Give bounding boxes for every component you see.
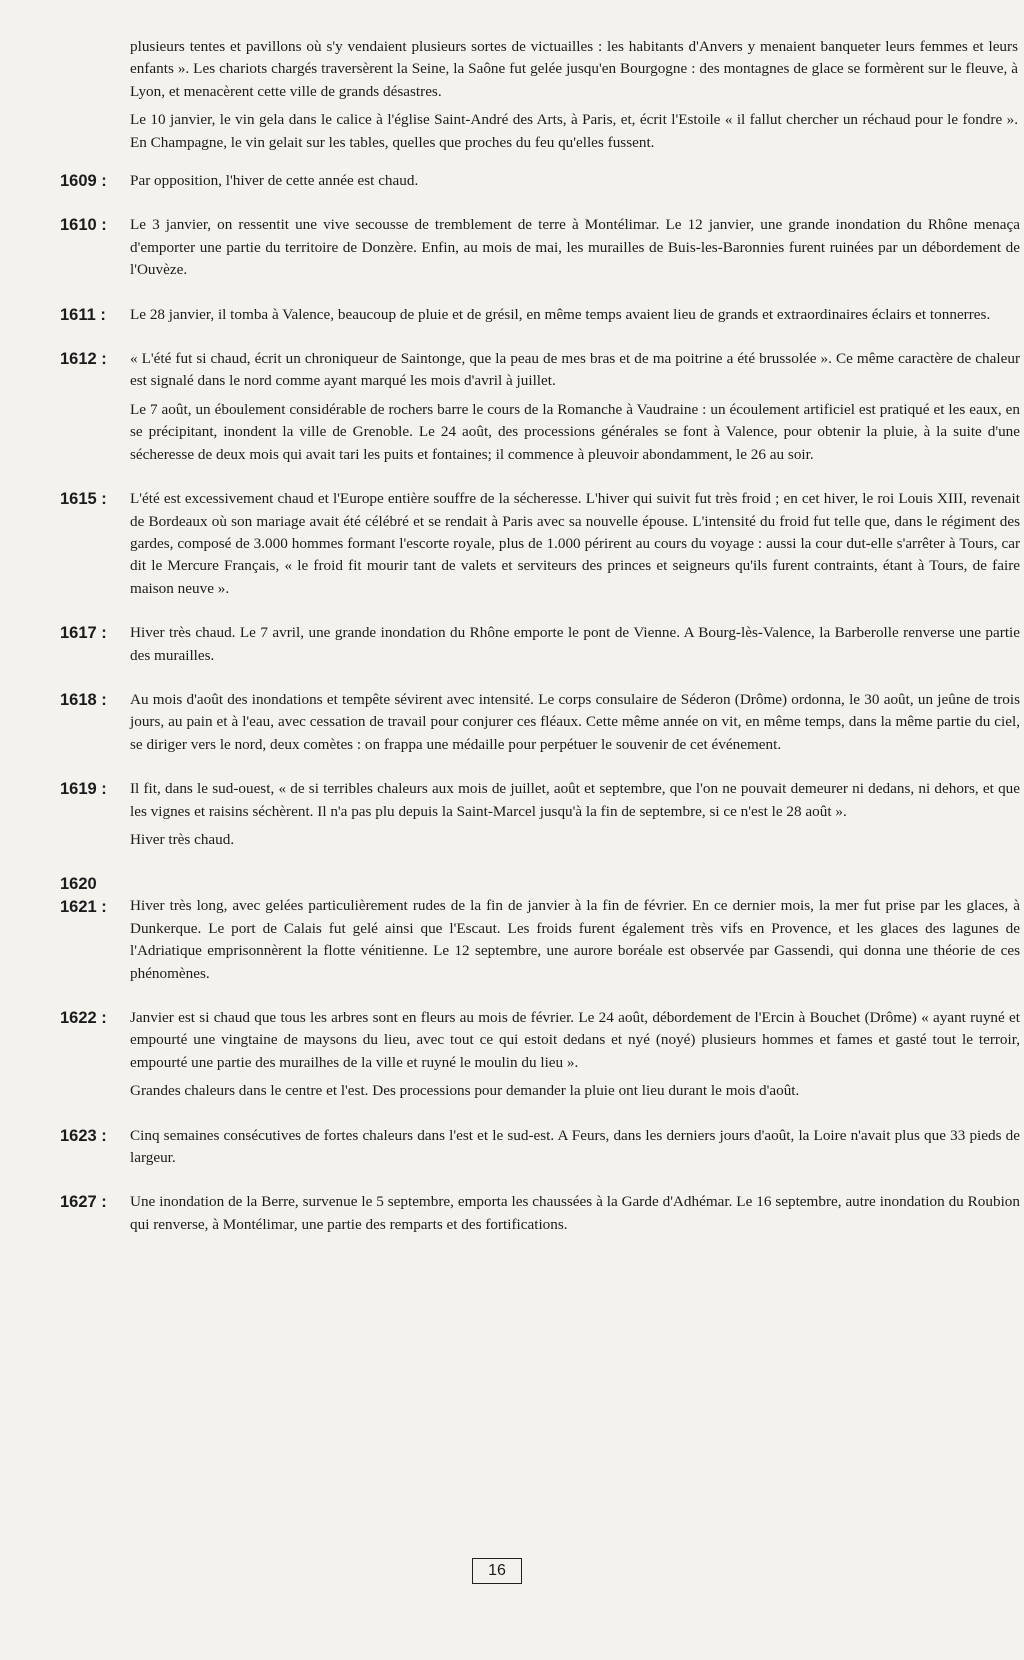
entry-year: 1609 :	[60, 172, 107, 191]
entry-paragraph: Grandes chaleurs dans le centre et l'est. Des processions pour demander la pluie ont lieu durant le mois d'août.	[130, 1082, 800, 1100]
page-number: 16	[472, 1558, 522, 1584]
entry-year: 1619 :	[60, 780, 107, 799]
entry-year: 1612 :	[60, 350, 107, 369]
entry-paragraph: Le 3 janvier, on ressentit une vive secousse de tremblement de terre à Montélimar. Le 12 janvier, une grande inondation du Rhône menaça d'emporter une partie du territoire de Donzère. Enfin, au mois de mai, les murailles de Buis-les-Baronnies furent ruinées par un débordement de l'Ouvèze.	[130, 216, 1020, 279]
entry-year: 1627 :	[60, 1193, 107, 1212]
entry-paragraph: Hiver très chaud.	[130, 830, 235, 848]
entry-1609	[60, 170, 1020, 198]
entry-1611	[60, 304, 1020, 332]
page-content	[60, 36, 1020, 1242]
entry-paragraph: Le 28 janvier, il tomba à Valence, beaucoup de pluie et de grésil, en même temps avaient lieu de grands et extraordinaires éclairs et tonnerres.	[130, 305, 991, 323]
entry-1627	[60, 1191, 1020, 1242]
entry-body	[130, 1191, 1020, 1242]
entry-year: 1623 :	[60, 1126, 107, 1145]
entry-year: 1621 :	[60, 897, 107, 916]
entry-1617	[60, 622, 1020, 673]
entry-body	[130, 1125, 1020, 1176]
entry-paragraph: Il fit, dans le sud-ouest, « de si terribles chaleurs aux mois de juillet, août et septembre, que l'on ne pouvait demeurer ni dedans, ni dehors, et que les vignes et raisins séchèrent. Il n'a pas plu depuis la Saint-Marcel jusqu'à la fin de septembre, si ce n'est le 28 août ».	[130, 780, 1020, 820]
entry-year: 1611 :	[60, 305, 106, 324]
entry-year-group	[60, 873, 130, 918]
entry-year: 1617 :	[60, 624, 107, 643]
entry-1622	[60, 1007, 1020, 1109]
entry-1615	[60, 488, 1020, 606]
entry-body	[130, 778, 1020, 857]
entry-1612	[60, 348, 1020, 472]
entry-year: 1620	[60, 875, 97, 894]
entry-1623	[60, 1125, 1020, 1176]
entry-year: 1610 :	[60, 216, 107, 235]
entry-paragraph: Une inondation de la Berre, survenue le 5 septembre, emporta les chaussées à la Garde d'Adhémar. Le 16 septembre, autre inondation du Roubion qui renverse, à Montélimar, une partie des remparts et des fortifications.	[130, 1193, 1020, 1233]
entry-paragraph: Hiver très long, avec gelées particulièrement rudes de la fin de janvier à la fin de février. En ce dernier mois, la mer fut prise par les glaces, à Dunkerque. Le port de Calais fut gelé ainsi que l'Escaut. Les froids furent également très vifs en Provence, et les glaces des lagunes de l'Adriatique emprisonnèrent la flotte vénitienne. Le 12 septembre, une aurore boréale est observée par Gassendi, qui donna une théorie de ces phénomènes.	[130, 897, 1020, 982]
entry-paragraph: Cinq semaines consécutives de fortes chaleurs dans l'est et le sud-est. A Feurs, dans les derniers jours d'août, la Loire n'avait plus que 33 pieds de largeur.	[130, 1126, 1020, 1167]
intro-section	[130, 36, 1018, 154]
entry-body	[130, 304, 1020, 332]
entry-year: 1618 :	[60, 690, 107, 709]
entry-body	[130, 170, 1020, 198]
entry-paragraph: Au mois d'août des inondations et tempête sévirent avec intensité. Le corps consulaire de Séderon (Drôme) ordonna, le 30 août, un jeûne de trois jours, au pain et à l'eau, avec cessation de travail pour conjurer ces fléaux. Cette même année on vit, en même temps, dans la même partie du ciel, se diriger vers le nord, deux comètes : on frappa une médaille pour perpétuer le souvenir de cet événement.	[130, 690, 1020, 753]
entry-year: 1622 :	[60, 1009, 107, 1027]
entry-1610	[60, 214, 1020, 287]
entry-body	[130, 1007, 1020, 1109]
entry-1618	[60, 689, 1020, 762]
entry-body	[130, 488, 1020, 606]
entry-body	[130, 622, 1020, 673]
entry-1619	[60, 778, 1020, 857]
intro-paragraph: Le 10 janvier, le vin gela dans le calice à l'église Saint-André des Arts, à Paris, et, écrit l'Estoile « il fallut chercher un réchaud pour le fondre ». En Champagne, le vin gelait sur les tables, quelles que proches du feu qu'elles fussent.	[130, 111, 1018, 151]
entry-body	[130, 348, 1020, 472]
entry-body	[130, 689, 1020, 762]
entry-year: 1615 :	[60, 490, 107, 509]
entry-paragraph: Par opposition, l'hiver de cette année est chaud.	[130, 172, 419, 190]
entry-paragraph: Janvier est si chaud que tous les arbres sont en fleurs au mois de février. Le 24 août, débordement de l'Ercin à Bouchet (Drôme) « ayant ruyné et empourté une vingtaine de maysons du lieu, avec tout ce qui estoit dedans et nyé (noyé) plusieurs hommes et fames et gasté tout le terroir, empourté une partie des murailhes de la ville et ruyné le moulin du lieu ».	[130, 1009, 1020, 1071]
entry-paragraph: Hiver très chaud. Le 7 avril, une grande inondation du Rhône emporte le pont de Vienne. A Bourg-lès-Valence, la Barberolle renverse une partie des murailles.	[130, 624, 1020, 664]
entry-body	[130, 873, 1020, 991]
entry-1620-1621	[60, 873, 1020, 991]
entry-paragraph: Le 7 août, un éboulement considérable de rochers barre le cours de la Romanche à Vaudraine : un écoulement artificiel est pratiqué et les eaux, en se précipitant, inondent la ville de Grenoble. Le 24 août, des processions générales se font à Valence, pour obtenir la pluie, à la suite d'une sécheresse de deux mois qui avait tari les puits et fontaines; il commence à pleuvoir abondamment, le 26 au soir.	[130, 400, 1020, 463]
entry-paragraph: « L'été fut si chaud, écrit un chroniqueur de Saintonge, que la peau de mes bras et de ma poitrine a été brussolée ». Ce même caractère de chaleur est signalé dans le nord comme ayant marqué les mois d'avril à juillet.	[130, 350, 1020, 390]
entry-paragraph: L'été est excessivement chaud et l'Europe entière souffre de la sécheresse. L'hiver qui suivit fut très froid ; en cet hiver, le roi Louis XIII, revenait de Bordeaux où son mariage avait été célébré et se rendait à Paris avec sa nouvelle épouse. L'intensité du froid fut telle que, dans le régiment des gardes, composé de 3.000 hommes formant l'escorte royale, plus de 1.000 périrent au cours du voyage : aussi la cour dut-elle s'arrêter à Tours, car dit le Mercure Français, « le froid fit mourir tant de valets et serviteurs des princes et seigneurs qu'ils furent contraints, étant à Tours, de faire maison neuve ».	[130, 490, 1020, 597]
intro-paragraph: plusieurs tentes et pavillons où s'y vendaient plusieurs sortes de victuailles : les habitants d'Anvers y menaient banqueter leurs femmes et leurs enfants ». Les chariots chargés traversèrent la Seine, la Saône fut gelée jusqu'en Bourgogne : des montagnes de glace se formèrent sur le fleuve, à Lyon, et menacèrent cette ville de grands désastres.	[130, 38, 1018, 100]
entry-body	[130, 214, 1020, 287]
